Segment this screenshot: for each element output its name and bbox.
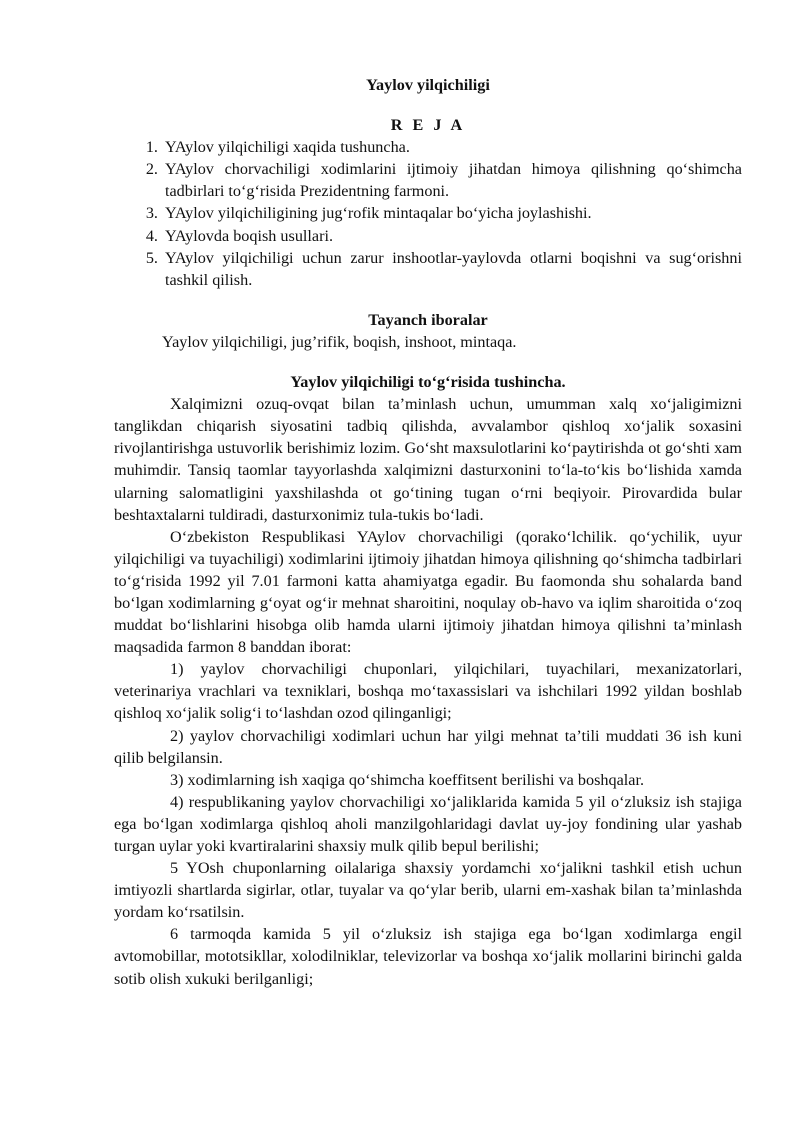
- keywords-heading: Tayanch iboralar: [368, 310, 488, 329]
- plan-list: [114, 136, 742, 291]
- paragraph: 1) yaylov chorvachiligi chuponlari, yilqichilari, tuyachilari, mexanizatorlari, veterinariya vrachlari va texniklari, boshqa mo‘taxassislari va ishchilari 1992 yildan boshlab qishloq xo‘jalik solig‘i to‘lashdan ozod qilinganligi;: [114, 660, 742, 723]
- plan-item: 3. YAylov yilqichiligining jug‘rofik mintaqalar bo‘yicha joylashishi.: [162, 202, 742, 224]
- plan-item: 2. YAylov chorvachiligi xodimlarini ijtimoiy jihatdan himoya qilishning qo‘shimcha tadbirlari to‘g‘risida Prezidentning farmoni.: [162, 158, 742, 202]
- paragraph: Xalqimizni ozuq-ovqat bilan ta’minlash uchun, umumman xalq xo‘jaligimizni tanglikdan chiqarish siyosatini tadbiq qilishda, avvalambor qishloq xo‘jalik soxasini rivojlantirishga ustuvorlik berishimiz lozim. Go‘sht maxsulotlarini ko‘paytirishda ot go‘shti xam muhimdir. Tansiq taomlar tayyorlashda xalqimizni dasturxonini to‘la-to‘kis bo‘lishida xamda ularning salomatligini yaxshilashda ot go‘tining tugan o‘rni beqiyoir. Pirovardida bular beshtaxtalarni tuldiradi, dasturxonimiz tula-tukis bo‘ladi.: [114, 395, 742, 524]
- document-title: Yaylov yilqichiligi: [366, 76, 490, 94]
- section-heading: Yaylov yilqichiligi to‘g‘risida tushincha.: [290, 373, 566, 392]
- paragraph: 3) xodimlarning ish xaqiga qo‘shimcha koeffitsent berilishi va boshqalar.: [170, 770, 644, 789]
- paragraph: 5 YOsh chuponlarning oilalariga shaxsiy yordamchi xo‘jalikni tashkil etish uchun imtiyozli shartlarda sigirlar, otlar, tuyalar va qo‘ylar berib, ularni em-xashak bilan ta’minlashda yordam ko‘rsatilsin.: [114, 859, 742, 922]
- paragraph: 6 tarmoqda kamida 5 yil o‘zluksiz ish stajiga ega bo‘lgan xodimlarga engil avtomobillar, mototsikllar, xolodilniklar, televizorlar va boshqa xo‘jalik mollarini birinchi galda sotib olish xukuki berilganligi;: [114, 925, 742, 988]
- plan-heading: R E J A: [390, 116, 466, 135]
- plan-item: 5. YAylov yilqichiligi uchun zarur inshootlar-yaylovda otlarni boqishni va sug‘orishni tashkil qilish.: [162, 247, 742, 291]
- plan-item: 4. YAylovda boqish usullari.: [162, 225, 742, 247]
- document-page: [114, 74, 742, 990]
- keywords-text: Yaylov yilqichiligi, jug’rifik, boqish, inshoot, mintaqa.: [162, 332, 517, 351]
- paragraph: 4) respublikaning yaylov chorvachiligi xo‘jaliklarida kamida 5 yil o‘zluksiz ish stajiga ega bo‘lgan xodimlarga qishloq aholi manzilgohlaridagi davlat uy-joy fondining ular yashab turgan uylar yoki kvartiralarini shaxsiy mulk qilib bepul berilishi;: [114, 792, 742, 855]
- plan-item: 1. YAylov yilqichiligi xaqida tushuncha.: [162, 136, 742, 158]
- paragraph: O‘zbekiston Respublikasi YAylov chorvachiligi (qorako‘lchilik. qo‘ychilik, uyur yilqichiligi va tuyachiligi) xodimlarini ijtimoiy jihatdan himoya qilishning qo‘shimcha tadbirlari to‘g‘risida 1992 yil 7.01 farmoni katta ahamiyatga egadir. Bu faomonda shu sohalarda band bo‘lgan xodimlarning g‘oyat og‘ir mehnat sharoitini, noqulay ob-havo va iqlim sharoitida o‘zoq muddat bo‘lishlarini hisobga olib hamda ularni ijtimoiy jihatdan himoya qilishni ta’minlash maqsadida farmon 8 banddan iborat:: [114, 527, 742, 657]
- paragraph: 2) yaylov chorvachiligi xodimlari uchun har yilgi mehnat ta’tili muddati 36 ish kuni qilib belgilansin.: [114, 726, 742, 767]
